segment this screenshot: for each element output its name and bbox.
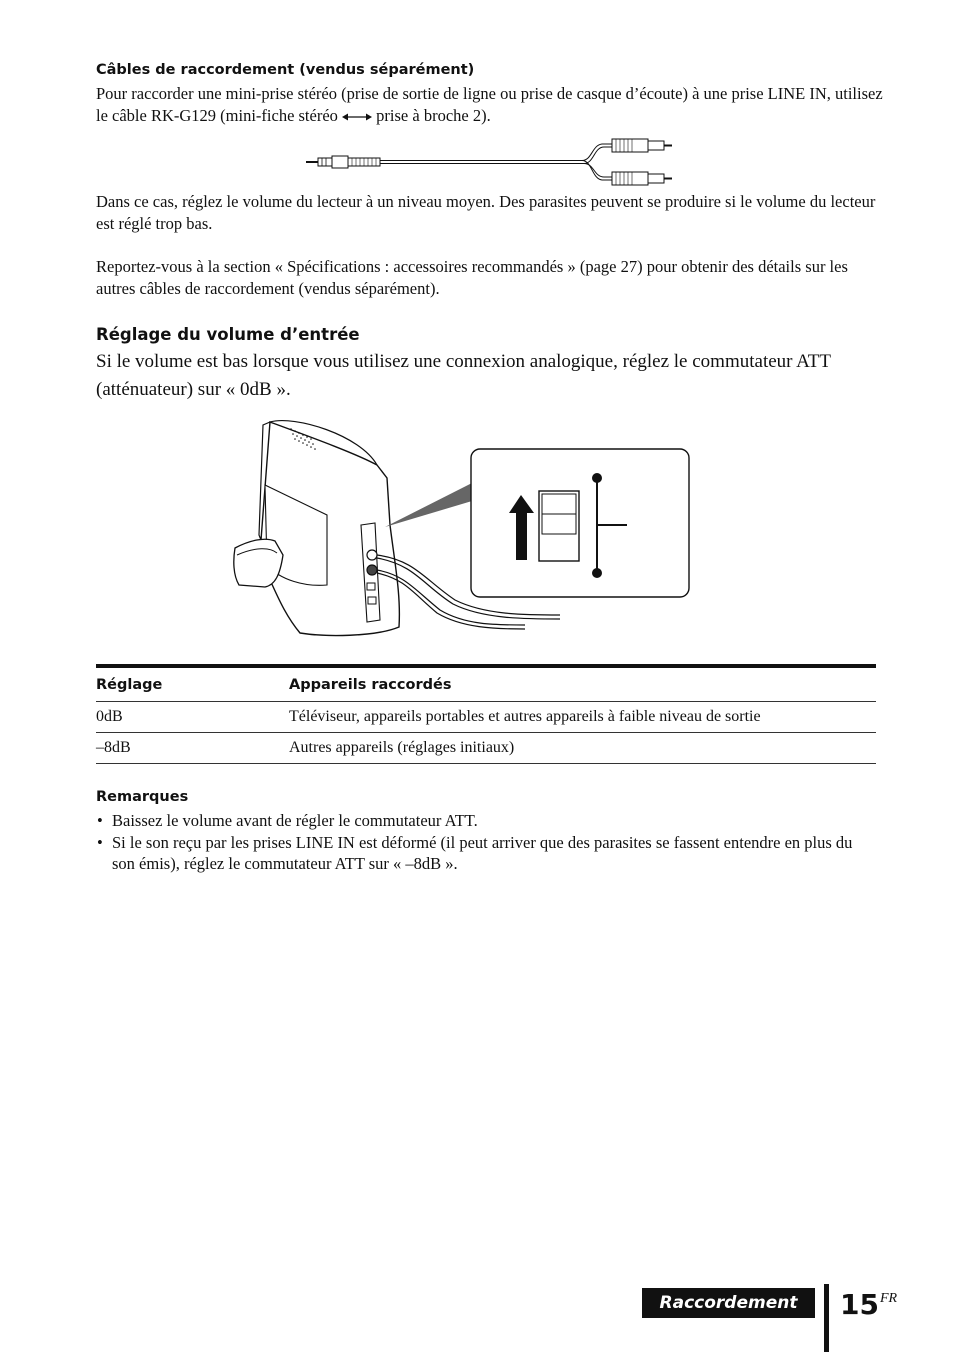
input-volume-paragraph: Si le volume est bas lorsque vous utilisez une connexion analogique, réglez le commutateur ATT (atténuateur) sur « 0dB ».: [96, 351, 831, 400]
section-tab: Raccordement: [642, 1288, 815, 1318]
remark-text: Baissez le volume avant de régler le commutateur ATT.: [112, 811, 478, 830]
cables-heading: Câbles de raccordement (vendus séparément): [96, 62, 475, 78]
spec-reference: Reportez-vous à la section « Spécifications : accessoires recommandés » (page 27) pour obtenir des détails sur les autres câbles de raccordement (vendus séparément).: [96, 257, 848, 298]
remarks-list: [96, 810, 876, 875]
list-item: [96, 832, 876, 875]
cables-paragraph-part1: Pour raccorder une mini-prise stéréo (prise de sortie de ligne ou prise de casque d’écoute) à une prise LINE IN, utilisez le câble RK-G129 (mini-fiche stéréo: [96, 84, 883, 125]
volume-note: Dans ce cas, réglez le volume du lecteur à un niveau moyen. Des parasites peuvent se produire si le volume du lecteur est réglé trop bas.: [96, 192, 876, 233]
settings-table: [96, 664, 876, 764]
table-header-devices: Appareils raccordés: [289, 676, 452, 693]
table-cell: –8dB: [96, 739, 131, 756]
page-language: FR: [879, 1291, 898, 1306]
remarks-heading: Remarques: [96, 789, 189, 805]
bullet: •: [97, 832, 103, 852]
device-att-switch-illustration: [225, 415, 695, 649]
remark-text: Si le son reçu par les prises LINE IN est déformé (il peut arriver que des parasites se fassent entendre en plus du son émis), réglez le commutateur ATT sur « –8dB ».: [112, 832, 853, 873]
table-header-row: [96, 668, 876, 702]
table-row: [96, 733, 876, 764]
page-number-value: 15: [840, 1288, 879, 1321]
table-cell: Autres appareils (réglages initiaux): [289, 739, 515, 756]
cable-illustration: [300, 135, 680, 197]
table-header-setting: Réglage: [96, 676, 163, 693]
list-item: [96, 810, 876, 832]
cables-paragraph: [96, 83, 886, 127]
bullet: •: [97, 811, 103, 830]
input-volume-heading: Réglage du volume d’entrée: [96, 325, 360, 344]
cables-paragraph-part2: prise à broche 2).: [372, 105, 491, 125]
table-cell: 0dB: [96, 708, 123, 725]
double-arrow-icon: [342, 106, 372, 128]
footer-divider: [824, 1284, 829, 1352]
table-row: [96, 702, 876, 733]
page-number: [840, 1281, 897, 1323]
table-cell: Téléviseur, appareils portables et autres appareils à faible niveau de sortie: [289, 708, 761, 725]
